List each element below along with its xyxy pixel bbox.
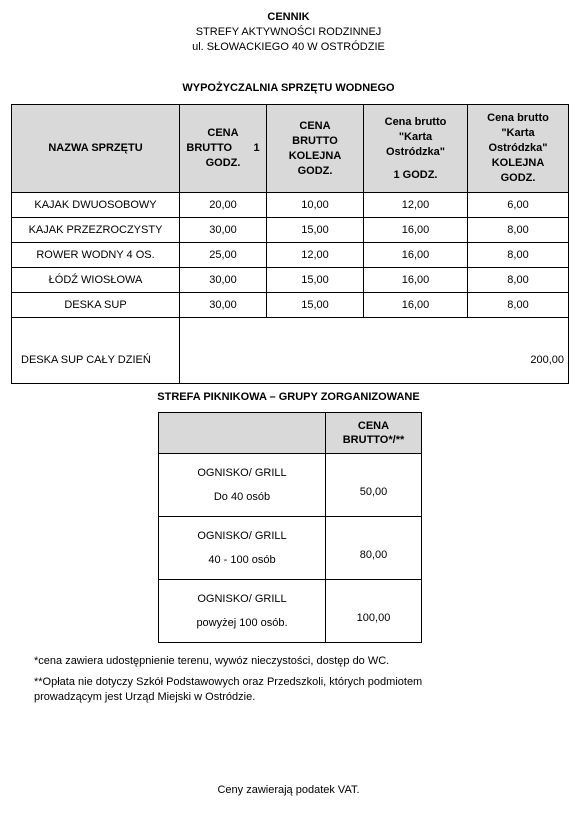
price-cell: 8,00 xyxy=(468,293,569,318)
price-cell: 16,00 xyxy=(364,218,468,243)
document-subtitle: STREFY AKTYWNOŚCI RODZINNEJ xyxy=(195,26,382,38)
equipment-name-all-day: DESKA SUP CAŁY DZIEŃ xyxy=(12,318,180,384)
header-card-price-first-hour: Cena brutto "Karta Ostródzka" 1 GODZ. xyxy=(364,105,468,193)
price-cell: 16,00 xyxy=(364,268,468,293)
price-cell: 16,00 xyxy=(364,243,468,268)
footnote-2: **Opłata nie dotyczy Szkół Podstawowych oraz Przedszkoli, których podmiotem prowadzącym jest Urząd Miejski w Ostródzie. xyxy=(34,676,423,703)
price-cell: 15,00 xyxy=(267,268,364,293)
table-row xyxy=(12,218,569,243)
document-title: CENNIK xyxy=(267,11,310,23)
rental-header-row xyxy=(12,105,569,193)
table-row-all-day xyxy=(12,318,569,384)
price-cell: 25,00 xyxy=(180,243,267,268)
document-header xyxy=(0,10,577,55)
price-cell: 80,00 xyxy=(326,517,422,580)
price-cell: 10,00 xyxy=(267,193,364,218)
header-blank xyxy=(159,413,326,454)
price-cell: 30,00 xyxy=(180,218,267,243)
equipment-name: KAJAK DWUOSOBOWY xyxy=(12,193,180,218)
footnote-1: *cena zawiera udostępnienie terenu, wywóz nieczystości, dostęp do WC. xyxy=(34,655,390,667)
price-cell: 8,00 xyxy=(468,243,569,268)
price-cell: 8,00 xyxy=(468,268,569,293)
header-price-next-hour: CENA BRUTTO KOLEJNA GODZ. xyxy=(267,105,364,193)
price-cell: 12,00 xyxy=(267,243,364,268)
equipment-name: ROWER WODNY 4 OS. xyxy=(12,243,180,268)
table-row xyxy=(159,454,422,517)
equipment-name: DESKA SUP xyxy=(12,293,180,318)
price-cell: 30,00 xyxy=(180,268,267,293)
equipment-name: KAJAK PRZEZROCZYSTY xyxy=(12,218,180,243)
price-cell: 15,00 xyxy=(267,293,364,318)
price-cell: 8,00 xyxy=(468,218,569,243)
picnic-header-row xyxy=(159,413,422,454)
table-row xyxy=(159,517,422,580)
header-gross-price: CENA BRUTTO*/** xyxy=(326,413,422,454)
table-row xyxy=(12,243,569,268)
header-equipment-name: NAZWA SPRZĘTU xyxy=(12,105,180,193)
picnic-option: OGNISKO/ GRILL 40 - 100 osób xyxy=(159,517,326,580)
rental-section-title: WYPOŻYCZALNIA SPRZĘTU WODNEGO xyxy=(182,82,395,94)
document-address: ul. SŁOWACKIEGO 40 W OSTRÓDZIE xyxy=(192,41,385,53)
price-cell: 100,00 xyxy=(326,580,422,643)
price-cell: 50,00 xyxy=(326,454,422,517)
header-card-price-next-hour: Cena brutto "Karta Ostródzka" KOLEJNA GODZ. xyxy=(468,105,569,193)
table-row xyxy=(12,268,569,293)
all-day-price: 200,00 xyxy=(180,318,569,384)
equipment-name: ŁÓDŹ WIOSŁOWA xyxy=(12,268,180,293)
picnic-section-title: STREFA PIKNIKOWA – GRUPY ZORGANIZOWANE xyxy=(157,391,420,403)
table-row xyxy=(159,580,422,643)
vat-footer: Ceny zawierają podatek VAT. xyxy=(217,784,360,796)
header-price-first-hour: CENA BRUTTO 1 GODZ. xyxy=(180,105,267,193)
rental-price-table xyxy=(11,104,569,384)
price-cell: 20,00 xyxy=(180,193,267,218)
price-cell: 6,00 xyxy=(468,193,569,218)
price-cell: 15,00 xyxy=(267,218,364,243)
price-cell: 16,00 xyxy=(364,293,468,318)
price-cell: 12,00 xyxy=(364,193,468,218)
picnic-option: OGNISKO/ GRILL powyżej 100 osób. xyxy=(159,580,326,643)
price-cell: 30,00 xyxy=(180,293,267,318)
table-row xyxy=(12,293,569,318)
picnic-price-table xyxy=(158,412,422,643)
table-row xyxy=(12,193,569,218)
picnic-option: OGNISKO/ GRILL Do 40 osób xyxy=(159,454,326,517)
